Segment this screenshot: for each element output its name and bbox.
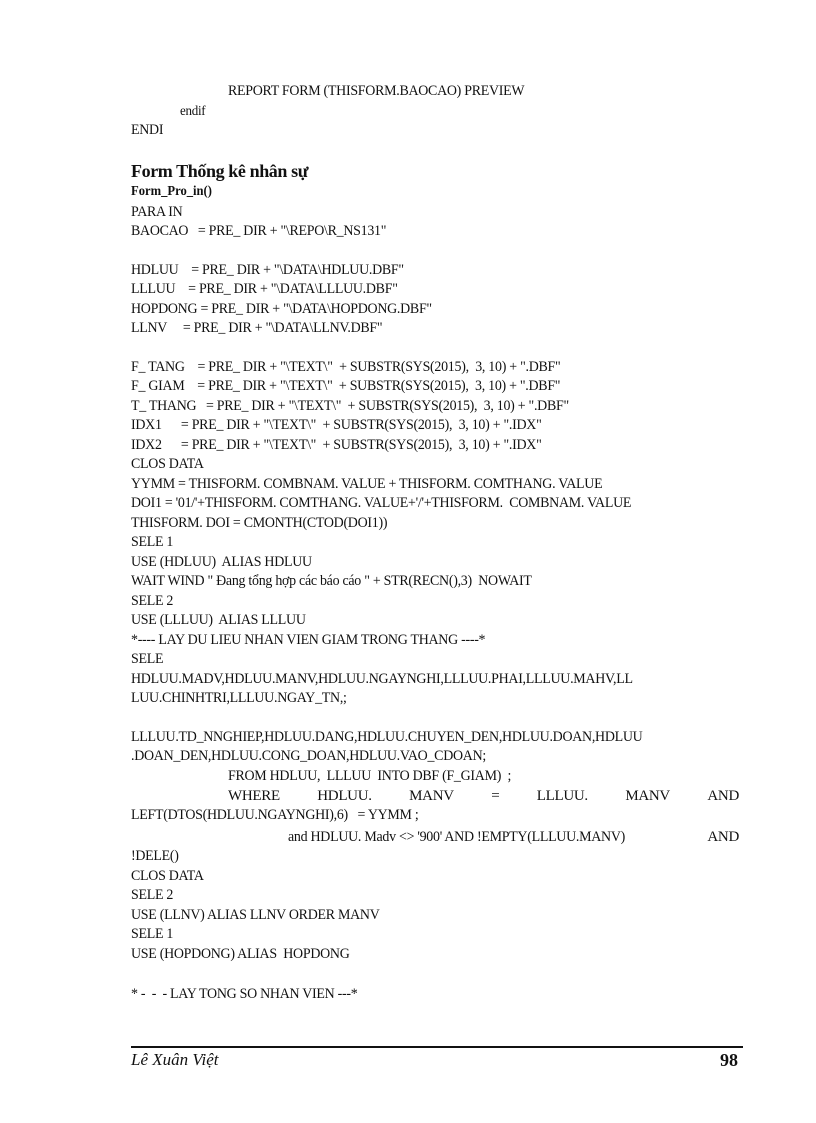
code-line: USE (HDLUU) ALIAS HDLUU [131, 554, 312, 570]
code-line: !DELE() [131, 848, 179, 864]
code-line: FROM HDLUU, LLLUU INTO DBF (F_GIAM) ; [228, 768, 512, 784]
code-line: T_ THANG = PRE_ DIR + "\TEXT\" + SUBSTR(SYS(2015), 3, 10) + ".DBF" [131, 398, 569, 414]
code-line: IDX2 = PRE_ DIR + "\TEXT\" + SUBSTR(SYS(2015), 3, 10) + ".IDX" [131, 437, 542, 453]
code-line: F_ GIAM = PRE_ DIR + "\TEXT\" + SUBSTR(SYS(2015), 3, 10) + ".DBF" [131, 378, 561, 394]
function-name: Form_Pro_in() [131, 184, 212, 199]
code-line: LLNV = PRE_ DIR + "\DATA\LLNV.DBF" [131, 320, 383, 336]
code-token: AND [707, 829, 739, 845]
code-line: F_ TANG = PRE_ DIR + "\TEXT\" + SUBSTR(SYS(2015), 3, 10) + ".DBF" [131, 359, 561, 375]
code-line-justified [288, 828, 739, 847]
code-line: YYMM = THISFORM. COMBNAM. VALUE + THISFORM. COMTHANG. VALUE [131, 476, 603, 492]
code-line: endif [180, 104, 206, 119]
code-line: REPORT FORM (THISFORM.BAOCAO) PREVIEW [228, 83, 525, 99]
code-token: WHERE [228, 788, 280, 804]
code-line: SELE 2 [131, 887, 174, 903]
code-line: HDLUU.MADV,HDLUU.MANV,HDLUU.NGAYNGHI,LLLUU.PHAI,LLLUU.MAHV,LL [131, 671, 633, 687]
code-token: and HDLUU. Madv <> '900' AND !EMPTY(LLLUU.MANV) [288, 829, 625, 845]
code-line: SELE 1 [131, 534, 174, 550]
code-line: THISFORM. DOI = CMONTH(CTOD(DOI1)) [131, 515, 388, 531]
page-number: 98 [720, 1050, 738, 1070]
code-token: = [491, 788, 500, 804]
code-line: .DOAN_DEN,HDLUU.CONG_DOAN,HDLUU.VAO_CDOAN; [131, 748, 486, 764]
code-line: DOI1 = '01/'+THISFORM. COMTHANG. VALUE+'/'+THISFORM. COMBNAM. VALUE [131, 495, 632, 511]
code-line: ENDI [131, 122, 164, 138]
code-line: HOPDONG = PRE_ DIR + "\DATA\HOPDONG.DBF" [131, 301, 432, 317]
section-heading: Form Thống kê nhân sự [131, 161, 309, 181]
code-token: MANV [625, 788, 670, 804]
code-line: LUU.CHINHTRI,LLLUU.NGAY_TN,; [131, 690, 347, 706]
code-line: CLOS DATA [131, 456, 204, 472]
code-line: CLOS DATA [131, 868, 204, 884]
code-line: BAOCAO = PRE_ DIR + "\REPO\R_NS131" [131, 223, 387, 239]
code-token: LLLUU. [536, 788, 588, 804]
code-line: HDLUU = PRE_ DIR + "\DATA\HDLUU.DBF" [131, 262, 404, 278]
footer-divider [131, 1046, 743, 1048]
code-line: LLLUU = PRE_ DIR + "\DATA\LLLUU.DBF" [131, 281, 398, 297]
code-token: HDLUU. [317, 788, 372, 804]
code-token: MANV [409, 788, 454, 804]
footer-author: Lê Xuân Việt [131, 1050, 219, 1069]
code-line: LLLUU.TD_NNGHIEP,HDLUU.DANG,HDLUU.CHUYEN_DEN,HDLUU.DOAN,HDLUU [131, 729, 643, 745]
code-line: SELE 2 [131, 593, 174, 609]
code-line: LEFT(DTOS(HDLUU.NGAYNGHI),6) = YYMM ; [131, 807, 419, 823]
code-comment: *---- LAY DU LIEU NHAN VIEN GIAM TRONG THANG ----* [131, 632, 486, 648]
code-line: PARA IN [131, 204, 183, 220]
code-line: SELE 1 [131, 926, 174, 942]
code-line: IDX1 = PRE_ DIR + "\TEXT\" + SUBSTR(SYS(2015), 3, 10) + ".IDX" [131, 417, 542, 433]
code-line: WAIT WIND " Đang tổng hợp các báo cáo " + STR(RECN(),3) NOWAIT [131, 573, 532, 589]
code-token: AND [707, 788, 739, 804]
code-line-justified [228, 787, 739, 806]
code-comment: * - - - LAY TONG SO NHAN VIEN ---* [131, 986, 358, 1002]
code-line: USE (LLNV) ALIAS LLNV ORDER MANV [131, 907, 380, 923]
code-line: USE (HOPDONG) ALIAS HOPDONG [131, 946, 350, 962]
code-line: USE (LLLUU) ALIAS LLLUU [131, 612, 306, 628]
code-line: SELE [131, 651, 164, 667]
